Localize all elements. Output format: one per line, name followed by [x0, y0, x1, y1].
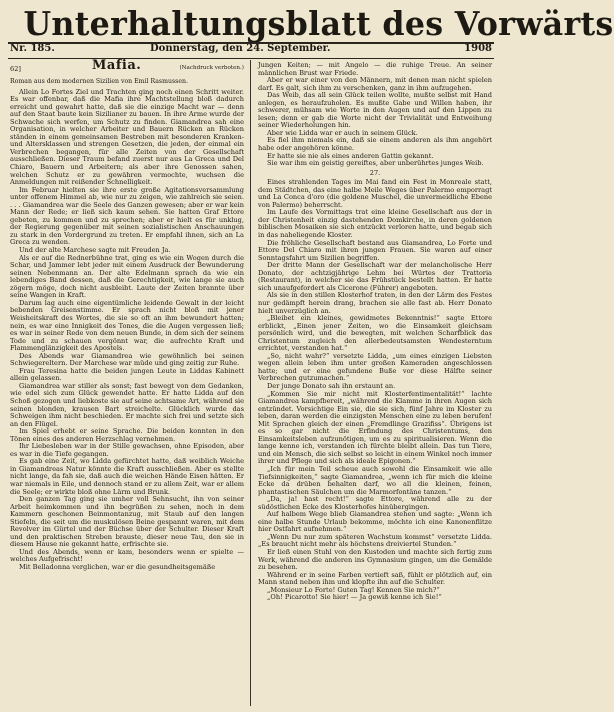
paragraph: Im Februar hielten sie ihre erste große Agitationsversammlung unter offenem Himmel ab, wie nur zu zeigen, wie zahlreich sie seien. . . . Giamandrea war die Seele des Ganzen gewesen; aber er war kein Mann der Rede; er ließ sich kaum sehen. Sie hatten Graf Ettore gebeten, zu kommen und zu sprechen; aber er hielt es für unklug, der Regierung gegenüber mit seinen sozialistischen Anschauungen zu stark in den Vordergrund zu treten. Er empfahl ihnen, sich an La Greca zu wenden. — [10, 185, 244, 247]
paragraph: Und der alte Marchese sagte mit Freuden Ja. — [19, 246, 171, 255]
paragraph: Das Weib, das all sein Glück teilen wollte, mußte selbst mit Hand anlegen, es heraufzuholen. Es mußte Gabe und Willen haben, ihr schwerer, mühsam wie Worte in den Augen und auf den Lippen zu lesen; denn er gab die Worte nicht der Trivialität und Entweihung seiner Wiederholungen hin. — [258, 91, 492, 130]
paragraph: Den ganzen Tag ging sie umher voll Sehnsucht, ihn von seiner Arbeit heimkommen und ihn begrüßen zu sehen, noch in dem Kammern geschonen Beinmontanzug, mit Staub auf den langen Stiefeln, die seit um die muskulösen Beine gespannt waren, mit dem Revolver im Gürtel und der Büchse über der Schulter. Dieser Kraft und den praktischen Streben brauste, dieser neue Tau, den sie in diesem Hause nie gekannt hatte, erfrischte sie. — [10, 495, 244, 549]
paragraph: Aber wie Lidda war er auch in seinem Glück. — [267, 128, 418, 137]
paragraph: Als er auf die Rednerbühne trat, ging es wie ein Wogen durch die Schar, und Jammer lebt jeder mit einem Ausdruck der Bewunderung seinen Nebenmann an. Der alte Edelmann sprach da wie ein lebendiges Band dessen, daß die Gerechtigkeit, wie lange sie auch zögern möge, doch nicht ausbleibt. Laute der Zeiten brannte über seine Wangen in Kraft. — [10, 253, 244, 300]
paragraph: „Bleibet ein kleines, gewidmetes Bekenntnis!“ sagte Ettore erblickt, „Einen jener Zeiten, wo die Einsamkeit gleichsam persönlich wird, und die bewegten, mit welchen Scharfblick das Christentum zugleich den allerbedeutsamsten Wendesterntum errichtet, verstanden hat.“ — [258, 314, 492, 353]
paragraph: Er hatte sie nie als eines anderen Gattin gekannt. — [267, 151, 434, 160]
paragraph: Der junge Donato sah ihn erstaunt an. — [267, 381, 396, 390]
paragraph: Allein Lo Fortes Ziel und Trachten ging noch einen Schritt weiter. Es war offenbar, daß die Mafia ihre Machtstellung bloß dadurch erreicht und gewahrt hatte, daß sie die einzige Macht war — denn auf den Staat baute kein Sizilianer zu bauen. In ihre Arme wurde der Schwache sich werfen, um Schutz zu finden. Giamandrea sah eine Organisation, in welcher Arbeiter und Bauern Rücken an Rücken ständen in einem gemeinsamen Bestreben mit besonderen Kranken- und Altersklassen und strengen Gesetzen, die jeden, der einmal ein Verbrechen begangen, für alle Zeiten von der Gesellschaft ausschließen. Dieser Traum befand zuerst nur aus La Greca und Del Chiaro, Bauern und Arbeitern; als aber ihre Genossen sahen, welchen Schutz er zu gewähren vermochte, wuchsen die Anmeldungen mit reißender Schnelligkeit. — [10, 87, 244, 187]
paragraph: „Kommen Sie mir nicht mit Klosterfentimentalität!“ lachte Giamandrea kampfbereit, „während die Klamme in ihren Augen sich entzündet. Vorsichtige Ein sie, die sie sich, fünf Jahre im Kloster zu leben, daran werden die einzigsten Menschen eine zu leben berufen! Mit Sprachen gleich der einen „Fremdlinge Grazifiss“. Übrigens ist es so gar nicht die Erfindung des Christentums, den Einsamkeitsleben aufzunötigen, um es zu spiritualisieren. Wenn die lange kenne ich, verstanden ich fürchte bleibt allein. Das tun Tiere, und ein Mensch, die sich selbst so leicht in einem Winkel noch immer ihrer und Pflege und sich als ideale Epigonen.“ — [258, 389, 492, 466]
paragraph: Ihr Liebesleben war in der Stille gewachsen, ohne Episoden, aber es war in die Tiefe gegangen. — [10, 442, 244, 458]
article-title: Mafia. — [92, 58, 142, 73]
issue-rule — [8, 58, 494, 59]
paragraph: Die fröhliche Gesellschaft bestand aus Giamandrea, Lo Forte und Ettore Del Chiaro mit ihren jungen Frauen. Sie waren auf einer Sonntagsfahrt um Sizilien begriffen. — [258, 238, 492, 262]
paragraph: „Ich für mein Teil scheue auch sowohl die Einsamkeit wie alle Tiefsinnigkeiten,“ sagte Giamandrea, „wenn ich für mich die kleine Ecke da drüben behalten darf, wo all die kleinen, feinen, phantastischen Säulchen um die Marmorfontäne tanzen.“ — [258, 464, 492, 496]
feuilleton-number: 62] — [10, 65, 21, 73]
reprint-notice: (Nachdruck verboten.) — [179, 65, 244, 71]
newspaper-masthead: Unterhaltungsblatt des Vorwärts — [23, 4, 614, 43]
paragraph: Aber er war einer von den Männern, mit denen man nicht spielen darf. Es galt, sich ihm zu verschenken, ganz in ihm aufzugehen. — [258, 76, 492, 92]
paragraph: „Wenn Du nur zum späteren Wachstum kommst“ versetzte Lidda. „Es braucht nicht mehr als höchstens dreiviertel Stunden.“ — [258, 532, 492, 549]
paragraph: „Oh! Picarotto! Sie hier! — Ja gewiß kenne ich Sie!“ — [267, 593, 442, 602]
masthead-rule — [8, 42, 494, 44]
paragraph: Des Abends war Giamandrea wie gewöhnlich bei seinen Schwiegereltern. Der Marchese war müde und ging zeitig zur Ruhe. — [10, 351, 244, 368]
paragraph: Frau Teresina hatte die beiden jungen Leute in Liddas Kabinett allein gelassen. — [10, 366, 244, 383]
paragraph: Sie war ihm ein geistig gereiftes, aber unberührtes junges Weib. — [267, 159, 484, 168]
paragraph: Er ließ einen Stuhl von den Kustoden und machte sich fertig zum Werk, während die anderen ins Gymnasium gingen, um die Gemälde zu besehen. — [258, 548, 492, 572]
paragraph: Als sie in den stillen Klosterhof traten, in den der Lärm des Festes nur gedämpft herein drang, brachen sie alle fast ab. Herr Donato hielt unverzüglich an. — [258, 291, 492, 315]
issue-line — [10, 43, 492, 57]
paragraph: Darum lag auch eine eigentümliche leidende Gewalt in der leicht bebenden Greisenstimme. Er sprach nicht bloß mit jener Weisheitskraft des Wortes, die sie so oft an ihm bewundert hatten; nein, es war eine Innigkeit des Tones, die die Augen vergessen ließ; es war in seiner Rede von dem neuen Bunde, in dem sich der seinem Tode und zu schauen vergönnt war, die aufrechte Kraft und Flammenglänzigkeit des Apostels. — [10, 298, 244, 353]
column-separator — [250, 60, 251, 706]
paragraph: Auf halbem Wege blieb Giamandrea stehen und sagte: „Wenn ich eine halbe Stunde Urlaub bekomme, möchte ich eine Kanonenflitze hier Ostfahrt aufnehmen.“ — [258, 510, 492, 534]
paragraph: „Monsieur Lo Forte! Guten Tag! Kennen Sie mich?“ — [267, 585, 440, 594]
paragraph: Im Spiel erhebt er seine Sprache. Die beiden konnten in den Tönen eines des anderen Herzschlag vernehmen. — [10, 427, 244, 443]
paragraph: Der dritte Mann der Gesellschaft war der melancholische Herr Donato, der achtzigjährige Lehm bei Würtes der Trattoria (Restaurant), in welcher sie das Frühstück bestellt hatten. Er hatte sich unaufgefordert als Cicerone (Führer) angeboten. — [258, 261, 492, 292]
right-column-text — [258, 62, 492, 602]
article-header — [10, 58, 244, 78]
paragraph: Während er in seine Farben vertieft saß, fühlt er plötzlich auf, ein Mann stand neben ihm und klopfte ihn auf die Schulter. — [258, 570, 492, 587]
paragraph: „So, nicht wahr?“ versetzte Lidda, „um eines einzigen Liebsten wegen allein leben ihm unter großen Kameraden angeschlossen hatte; und er eine gefundene Buße vor diese Hälfte seiner Verbrechen gutzumachen.“ — [258, 351, 492, 383]
paragraph: Es fiel ihm niemals ein, daß sie einem anderen als ihm angehört habe oder angehören könne. — [258, 136, 492, 153]
right-column — [258, 62, 492, 702]
issue-date: Donnerstag, den 24. September. — [150, 43, 331, 54]
issue-year: 1908 — [464, 43, 492, 54]
paragraph: Mit Belladonna verglichen, war er die gesundheitsgemäße — [19, 563, 216, 571]
paragraph: Jungen Keiten; — mit Angelo — die ruhige Treue. An seiner männlichen Brust war Friede. — [258, 61, 492, 77]
paragraph: „Da, ja! hast recht!“ sagte Ettore, während alle zu der südöstlichen Ecke des Klosterhofes hinübergingen. — [258, 495, 492, 511]
issue-number: Nr. 185. — [10, 43, 55, 54]
paragraph: Es gab eine Zeit, wo Lidda gefürchtet hatte, daß weiblich Weiche in Giamandreas Natur könnte die Kraft ausschließen. Aber es stellte nicht lange, da fah sie, daß auch die weichen Hände Eisen hätten. Er war niemals in Eile, und dennoch stand er zu allem Zeit, war er allem die Seele; er wirkte bloß ohne Lärm und Brunk. — [10, 457, 244, 496]
paragraph: Im Laufe des Vormittags trat eine kleine Gesellschaft aus der in der Christenheit einzig dastehenden Domkirche, in deren goldenen biblischen Mosaiken sie sich entzückt verloren hatte, und begab sich in das naheliegende Kloster. — [258, 208, 492, 240]
left-column-text — [10, 89, 244, 572]
paragraph: Giamandrea war stiller als sonst; fast bewegt von dem Gedanken, wie edel sich zum Glück gewendet hatte. Er hatte Lidda auf den Schoß gezogen und liebkoste sie auf seine achtsame Art, während sie seinen blonden, krausen Bart streichelte. Glücklich wurde das Schweigen ihm nicht beschieden. Er machte sich frei und setzte sich an den Flügel. — [10, 381, 244, 428]
article-subtitle: Roman aus dem modernen Sizilien von Emil Rasmussen. — [10, 78, 188, 85]
paragraph: Eines strahlenden Tages im Mai fand ein Fest in Monreale statt, dem Städtchen, das eine halbe Meile Weges über Palermo emporragt und La Conca d'oro (die goldene Muschel, die unvermeidliche Ebene von Palermo) beherrscht. — [258, 178, 492, 209]
left-column — [10, 58, 244, 702]
paragraph: Und des Abends, wenn er kam, besonders wenn er spielte — welches Aufgefrischt! — [10, 547, 244, 564]
paragraph: 27. — [369, 168, 381, 177]
